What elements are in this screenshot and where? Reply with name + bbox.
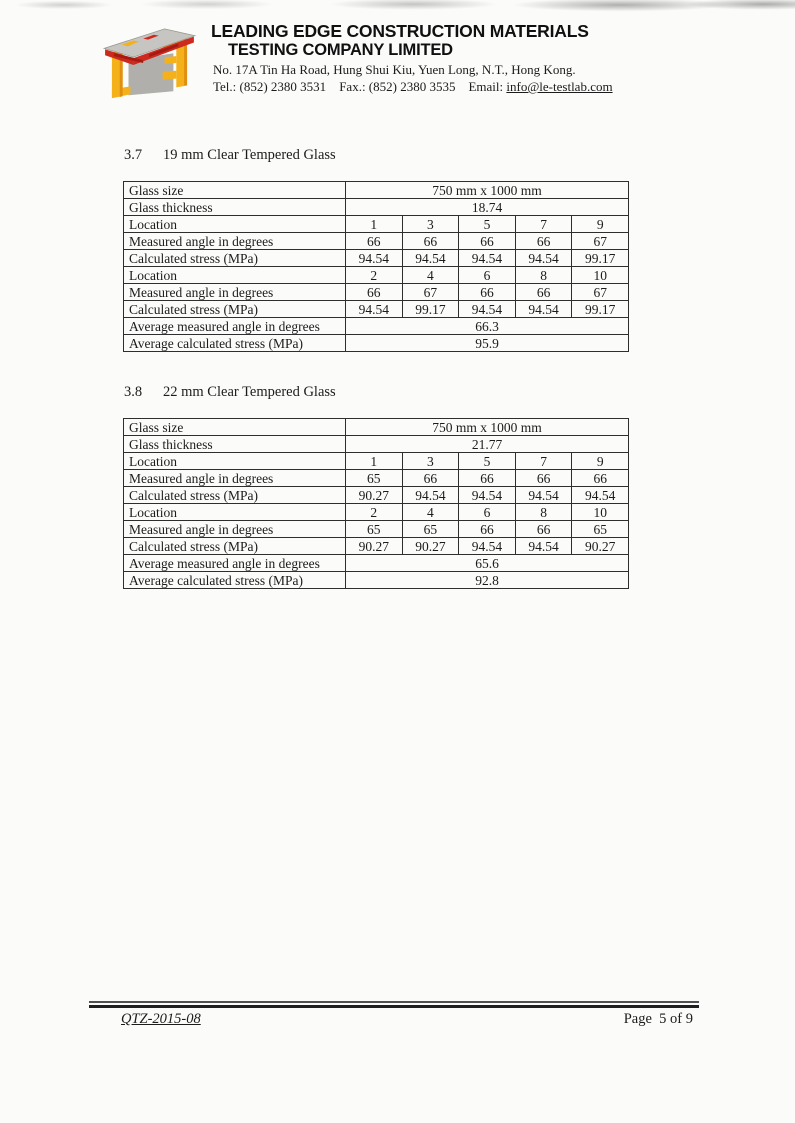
value-cell: 90.27 xyxy=(572,538,629,555)
section-3-8 xyxy=(123,384,629,589)
value-cell: 1 xyxy=(346,216,403,233)
row-label-cell: Location xyxy=(124,504,346,521)
value-cell: 9 xyxy=(572,453,629,470)
value-cell: 66 xyxy=(459,233,516,250)
table-row xyxy=(124,419,629,436)
value-cell: 94.54 xyxy=(402,250,459,267)
value-cell: 94.54 xyxy=(515,301,572,318)
page-number: Page 5 of 9 xyxy=(623,1011,693,1027)
value-cell: 7 xyxy=(515,216,572,233)
table-row xyxy=(124,233,629,250)
value-cell: 65 xyxy=(572,521,629,538)
value-cell: 66 xyxy=(515,470,572,487)
section-heading xyxy=(124,147,629,164)
merged-value-cell: 750 mm x 1000 mm xyxy=(346,419,629,436)
row-label-cell: Location xyxy=(124,216,346,233)
section-3-7 xyxy=(123,147,629,352)
table-row xyxy=(124,318,629,335)
table-row xyxy=(124,182,629,199)
table-row xyxy=(124,555,629,572)
value-cell: 4 xyxy=(402,267,459,284)
value-cell: 66 xyxy=(572,470,629,487)
row-label-cell: Location xyxy=(124,453,346,470)
value-cell: 66 xyxy=(515,233,572,250)
value-cell: 94.54 xyxy=(572,487,629,504)
table-row xyxy=(124,538,629,555)
value-cell: 5 xyxy=(459,216,516,233)
section-number: 3.7 xyxy=(124,147,143,163)
company-logo xyxy=(99,23,199,103)
row-label-cell: Location xyxy=(124,267,346,284)
table-row xyxy=(124,267,629,284)
value-cell: 67 xyxy=(572,233,629,250)
value-cell: 67 xyxy=(402,284,459,301)
table-row xyxy=(124,504,629,521)
table-row xyxy=(124,199,629,216)
page-footer xyxy=(89,1011,699,1028)
letterhead xyxy=(99,20,613,103)
merged-value-cell: 21.77 xyxy=(346,436,629,453)
row-label-cell: Calculated stress (MPa) xyxy=(124,301,346,318)
value-cell: 3 xyxy=(402,453,459,470)
row-label-cell: Glass size xyxy=(124,182,346,199)
value-cell: 4 xyxy=(402,504,459,521)
table-row xyxy=(124,284,629,301)
value-cell: 3 xyxy=(402,216,459,233)
value-cell: 94.54 xyxy=(459,301,516,318)
letterhead-text xyxy=(211,20,613,94)
value-cell: 2 xyxy=(346,504,403,521)
value-cell: 66 xyxy=(459,521,516,538)
table-row xyxy=(124,453,629,470)
value-cell: 65 xyxy=(346,470,403,487)
company-name-line1: LEADING EDGE CONSTRUCTION MATERIALS xyxy=(211,21,589,41)
value-cell: 94.54 xyxy=(459,250,516,267)
value-cell: 8 xyxy=(515,267,572,284)
document-reference: QTZ-2015-08 xyxy=(121,1011,201,1027)
value-cell: 66 xyxy=(402,233,459,250)
table-row xyxy=(124,335,629,352)
value-cell: 66 xyxy=(459,284,516,301)
table-row xyxy=(124,216,629,233)
merged-value-cell: 92.8 xyxy=(346,572,629,589)
value-cell: 94.54 xyxy=(402,487,459,504)
company-name-line2: TESTING COMPANY LIMITED xyxy=(228,41,453,59)
value-cell: 90.27 xyxy=(402,538,459,555)
fax-number: Fax.: (852) 2380 3535 xyxy=(339,79,456,94)
value-cell: 66 xyxy=(346,233,403,250)
merged-value-cell: 65.6 xyxy=(346,555,629,572)
footer-divider xyxy=(89,1001,699,1008)
section-number: 3.8 xyxy=(124,384,143,400)
merged-value-cell: 18.74 xyxy=(346,199,629,216)
row-label-cell: Glass size xyxy=(124,419,346,436)
value-cell: 66 xyxy=(515,284,572,301)
table-row xyxy=(124,521,629,538)
value-cell: 10 xyxy=(572,504,629,521)
value-cell: 8 xyxy=(515,504,572,521)
value-cell: 5 xyxy=(459,453,516,470)
value-cell: 99.17 xyxy=(572,250,629,267)
value-cell: 65 xyxy=(402,521,459,538)
table-row xyxy=(124,301,629,318)
section-title: 19 mm Clear Tempered Glass xyxy=(163,147,336,163)
email-label: Email: xyxy=(468,79,504,94)
value-cell: 66 xyxy=(459,470,516,487)
email-link[interactable]: info@le-testlab.com xyxy=(506,79,613,94)
row-label-cell: Average calculated stress (MPa) xyxy=(124,335,346,352)
value-cell: 6 xyxy=(459,267,516,284)
company-contact-line xyxy=(213,79,613,94)
value-cell: 94.54 xyxy=(346,301,403,318)
row-label-cell: Calculated stress (MPa) xyxy=(124,250,346,267)
value-cell: 94.54 xyxy=(515,487,572,504)
row-label-cell: Average measured angle in degrees xyxy=(124,318,346,335)
merged-value-cell: 750 mm x 1000 mm xyxy=(346,182,629,199)
company-address: No. 17A Tin Ha Road, Hung Shui Kiu, Yuen Long, N.T., Hong Kong. xyxy=(213,62,576,77)
scan-noise-band xyxy=(0,0,795,14)
value-cell: 99.17 xyxy=(402,301,459,318)
row-label-cell: Glass thickness xyxy=(124,436,346,453)
row-label-cell: Glass thickness xyxy=(124,199,346,216)
value-cell: 9 xyxy=(572,216,629,233)
value-cell: 66 xyxy=(346,284,403,301)
row-label-cell: Measured angle in degrees xyxy=(124,284,346,301)
table-row xyxy=(124,572,629,589)
value-cell: 2 xyxy=(346,267,403,284)
value-cell: 94.54 xyxy=(459,487,516,504)
value-cell: 94.54 xyxy=(459,538,516,555)
value-cell: 65 xyxy=(346,521,403,538)
merged-value-cell: 66.3 xyxy=(346,318,629,335)
table-row xyxy=(124,470,629,487)
table-row xyxy=(124,250,629,267)
row-label-cell: Measured angle in degrees xyxy=(124,521,346,538)
value-cell: 1 xyxy=(346,453,403,470)
row-label-cell: Average measured angle in degrees xyxy=(124,555,346,572)
value-cell: 94.54 xyxy=(515,250,572,267)
tel-number: Tel.: (852) 2380 3531 xyxy=(213,79,327,94)
results-table-22mm xyxy=(123,418,629,589)
value-cell: 7 xyxy=(515,453,572,470)
value-cell: 10 xyxy=(572,267,629,284)
table-row xyxy=(124,487,629,504)
value-cell: 66 xyxy=(402,470,459,487)
table-row xyxy=(124,436,629,453)
value-cell: 90.27 xyxy=(346,538,403,555)
row-label-cell: Calculated stress (MPa) xyxy=(124,487,346,504)
section-title: 22 mm Clear Tempered Glass xyxy=(163,384,336,400)
value-cell: 90.27 xyxy=(346,487,403,504)
value-cell: 67 xyxy=(572,284,629,301)
value-cell: 6 xyxy=(459,504,516,521)
value-cell: 94.54 xyxy=(346,250,403,267)
value-cell: 94.54 xyxy=(515,538,572,555)
row-label-cell: Average calculated stress (MPa) xyxy=(124,572,346,589)
row-label-cell: Measured angle in degrees xyxy=(124,233,346,250)
row-label-cell: Measured angle in degrees xyxy=(124,470,346,487)
value-cell: 99.17 xyxy=(572,301,629,318)
row-label-cell: Calculated stress (MPa) xyxy=(124,538,346,555)
value-cell: 66 xyxy=(515,521,572,538)
merged-value-cell: 95.9 xyxy=(346,335,629,352)
results-table-19mm xyxy=(123,181,629,352)
section-heading xyxy=(124,384,629,401)
